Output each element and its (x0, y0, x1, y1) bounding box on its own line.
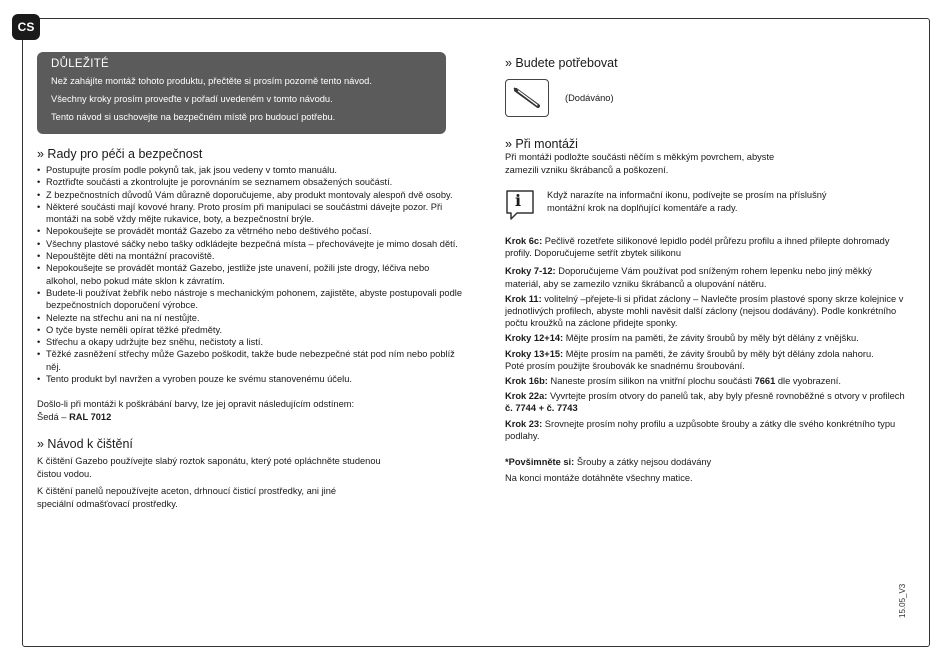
step-item (505, 348, 905, 372)
step-item (505, 375, 905, 387)
step-item (505, 390, 905, 414)
important-box (37, 52, 446, 134)
step-label: Krok 16b: (505, 376, 548, 387)
list-item: • Střechu a okapy udržujte bez sněhu, nečistoty a listí. (46, 336, 462, 348)
step-text: Pečlivě rozetřete silikonové lepidlo podél průřezu profilu a ihned přilepte dohromady profily. Doporučujeme setřít zbytek silikonu (505, 236, 890, 259)
info-note (505, 189, 905, 221)
paint-color-code: RAL 7012 (69, 411, 112, 422)
step-text: Doporučujeme Vám používat pod sníženým rohem lepenku nebo jiný měkký materiál, aby se zamezilo vzniku škrábanců a olupování nátěru. (505, 266, 872, 289)
step-label: Kroky 13+15: (505, 348, 564, 359)
step-text: Vyvrtejte prosím otvory do panelů tak, aby byly přesně rovnoběžné s otvory v profilech (547, 391, 905, 402)
list-item: • Některé součásti mají kovové hrany. Proto prosím při manipulaci se součástmi dávejte pozor. Při montáži na sobě vždy mějte rukavice, boty, a bezpečnostní brýle. (46, 201, 462, 226)
list-item: • Všechny plastové sáčky nebo tašky odkládejte bezpečná místa – přechovávejte je mimo dosah dětí. (46, 238, 462, 250)
notice (505, 456, 905, 484)
step-item (505, 235, 905, 259)
step-item (505, 265, 905, 289)
step-tail: dle vyobrazení. (775, 376, 841, 387)
paint-note (37, 398, 462, 423)
step-text: Mějte prosím na paměti, že závity šroubů by měly být dělány zdola nahoru. (563, 348, 874, 359)
list-item: • Roztřiďte součásti a zkontrolujte je porovnáním se seznamem obsažených součástí. (46, 176, 462, 188)
step-label: Krok 6c: (505, 236, 543, 246)
paint-color-prefix: Šedá – (37, 411, 70, 422)
cleaning-paragraph: K čištění panelů nepoužívejte aceton, drhnoucí čisticí prostředky, ani jiné speciální odmašťovací prostředky. (37, 486, 337, 509)
step-text: volitelný –přejete-li si přidat záclony – Navlečte prosím plastové spony skrze kolejnice v jednotlivých profilech, abyste mohli navěsit další záclony (nejsou dodávány). Podle konkrétního počtu kroužků na záclone přidejte sponky. (505, 293, 904, 329)
step-label: Krok 11: (505, 293, 542, 304)
right-column (505, 56, 905, 484)
notice-line-2: Na konci montáže dotáhněte všechny matice. (505, 472, 693, 483)
info-note-text: Když narazíte na informační ikonu, podívejte se prosím na příslušný montážní krok na doplňující komentáře a rady. (547, 190, 827, 213)
step-label: Kroky 7-12: (505, 266, 556, 277)
step-label: Krok 23: (505, 418, 543, 429)
needs-heading: » Budete potřebovat (505, 56, 618, 70)
needs-item (505, 79, 905, 117)
list-item: • O tyče byste neměli opírat těžké předměty. (46, 324, 462, 336)
version-label: 15.05_V3 (898, 583, 907, 618)
list-item: • Budete-li používat žebřík nebo nástroje s mechanickým pohonem, zajistěte, abyste postupovali podle bezpečnostních doporučení výrobce. (46, 287, 462, 312)
care-heading: » Rady pro péči a bezpečnost (37, 147, 203, 161)
step-item (505, 293, 905, 330)
part-number: č. 7744 + č. 7743 (505, 403, 578, 414)
step-extra: Poté prosím použijte šroubovák ke snadnému šroubování. (505, 360, 745, 371)
important-line: Všechny kroky prosím proveďte v pořadí uvedeném v tomto návodu. (51, 94, 333, 104)
list-item: • Z bezpečnostních důvodů Vám důrazně doporučujeme, aby produkt montovaly alespoň dvě osoby. (46, 189, 462, 201)
step-item (505, 418, 905, 442)
list-item: • Postupujte prosím podle pokynů tak, jak jsou vedeny v tomto manuálu. (46, 164, 462, 176)
assembly-intro: Při montáži podložte součásti něčím s měkkým povrchem, abyste zamezili vzniku škrábanců a poškození. (505, 152, 775, 175)
info-icon-letter: i (515, 191, 522, 210)
step-text: Naneste prosím silikon na vnitřní plochu součásti (547, 376, 755, 387)
notice-line (505, 456, 905, 469)
supplied-label: (Dodáváno) (565, 92, 614, 103)
paint-color-line (37, 411, 462, 424)
list-item: • Nelezte na střechu ani na ní nestůjte. (46, 312, 462, 324)
list-item: • Nepouštějte děti na montážní pracoviště. (46, 250, 462, 262)
part-number: 7661 (754, 376, 776, 387)
list-item: • Nepokoušejte se provádět montáž Gazebo za větrného nebo deštivého počasí. (46, 225, 462, 237)
language-badge: CS (12, 14, 40, 40)
step-text: Mějte prosím na paměti, že závity šroubů by měly být dělány z vnějšku. (563, 333, 859, 344)
step-label: Krok 22a: (505, 391, 548, 402)
step-item (505, 332, 905, 344)
notice-text: Šrouby a zátky nejsou dodávány (574, 457, 712, 468)
paint-note-text: Došlo-li při montáži k poškrábání barvy, lze jej opravit následujícím odstínem: (37, 399, 355, 410)
silicone-tube-icon (505, 79, 549, 117)
cleaning-paragraph: K čištění Gazebo používejte slabý roztok saponátu, který poté opláchněte studenou čistou vodou. (37, 456, 381, 479)
cleaning-heading: » Návod k čištění (37, 437, 133, 452)
step-text: Srovnejte prosím nohy profilu a uzpůsobte šrouby a zátky dle svého konkrétního typu podlahy. (505, 418, 896, 441)
left-column (37, 52, 462, 510)
step-label: Kroky 12+14: (505, 333, 564, 344)
steps-list (505, 235, 905, 442)
important-line: Tento návod si uschovejte na bezpečném místě pro budoucí potřebu. (51, 112, 336, 122)
info-icon (505, 189, 535, 221)
list-item: • Těžké zasněžení střechy může Gazebo poškodit, takže bude nebezpečné stát pod ním nebo poblíž něj. (46, 348, 462, 373)
list-item: • Tento produkt byl navržen a vyroben pouze ke svému stanovenému účelu. (46, 373, 462, 385)
important-title: DŮLEŽITÉ (51, 58, 109, 70)
list-item: • Nepokoušejte se provádět montáž Gazebo, jestliže jste unavení, požili jste drogy, léčiva nebo alkohol, nebo pokud máte sklon k závratím. (46, 262, 462, 287)
care-list (37, 164, 462, 385)
important-line: Než zahájíte montáž tohoto produktu, přečtěte si prosím pozorně tento návod. (51, 76, 372, 86)
assembly-heading: » Při montáži (505, 137, 578, 151)
notice-label: *Povšimněte si: (505, 457, 575, 468)
